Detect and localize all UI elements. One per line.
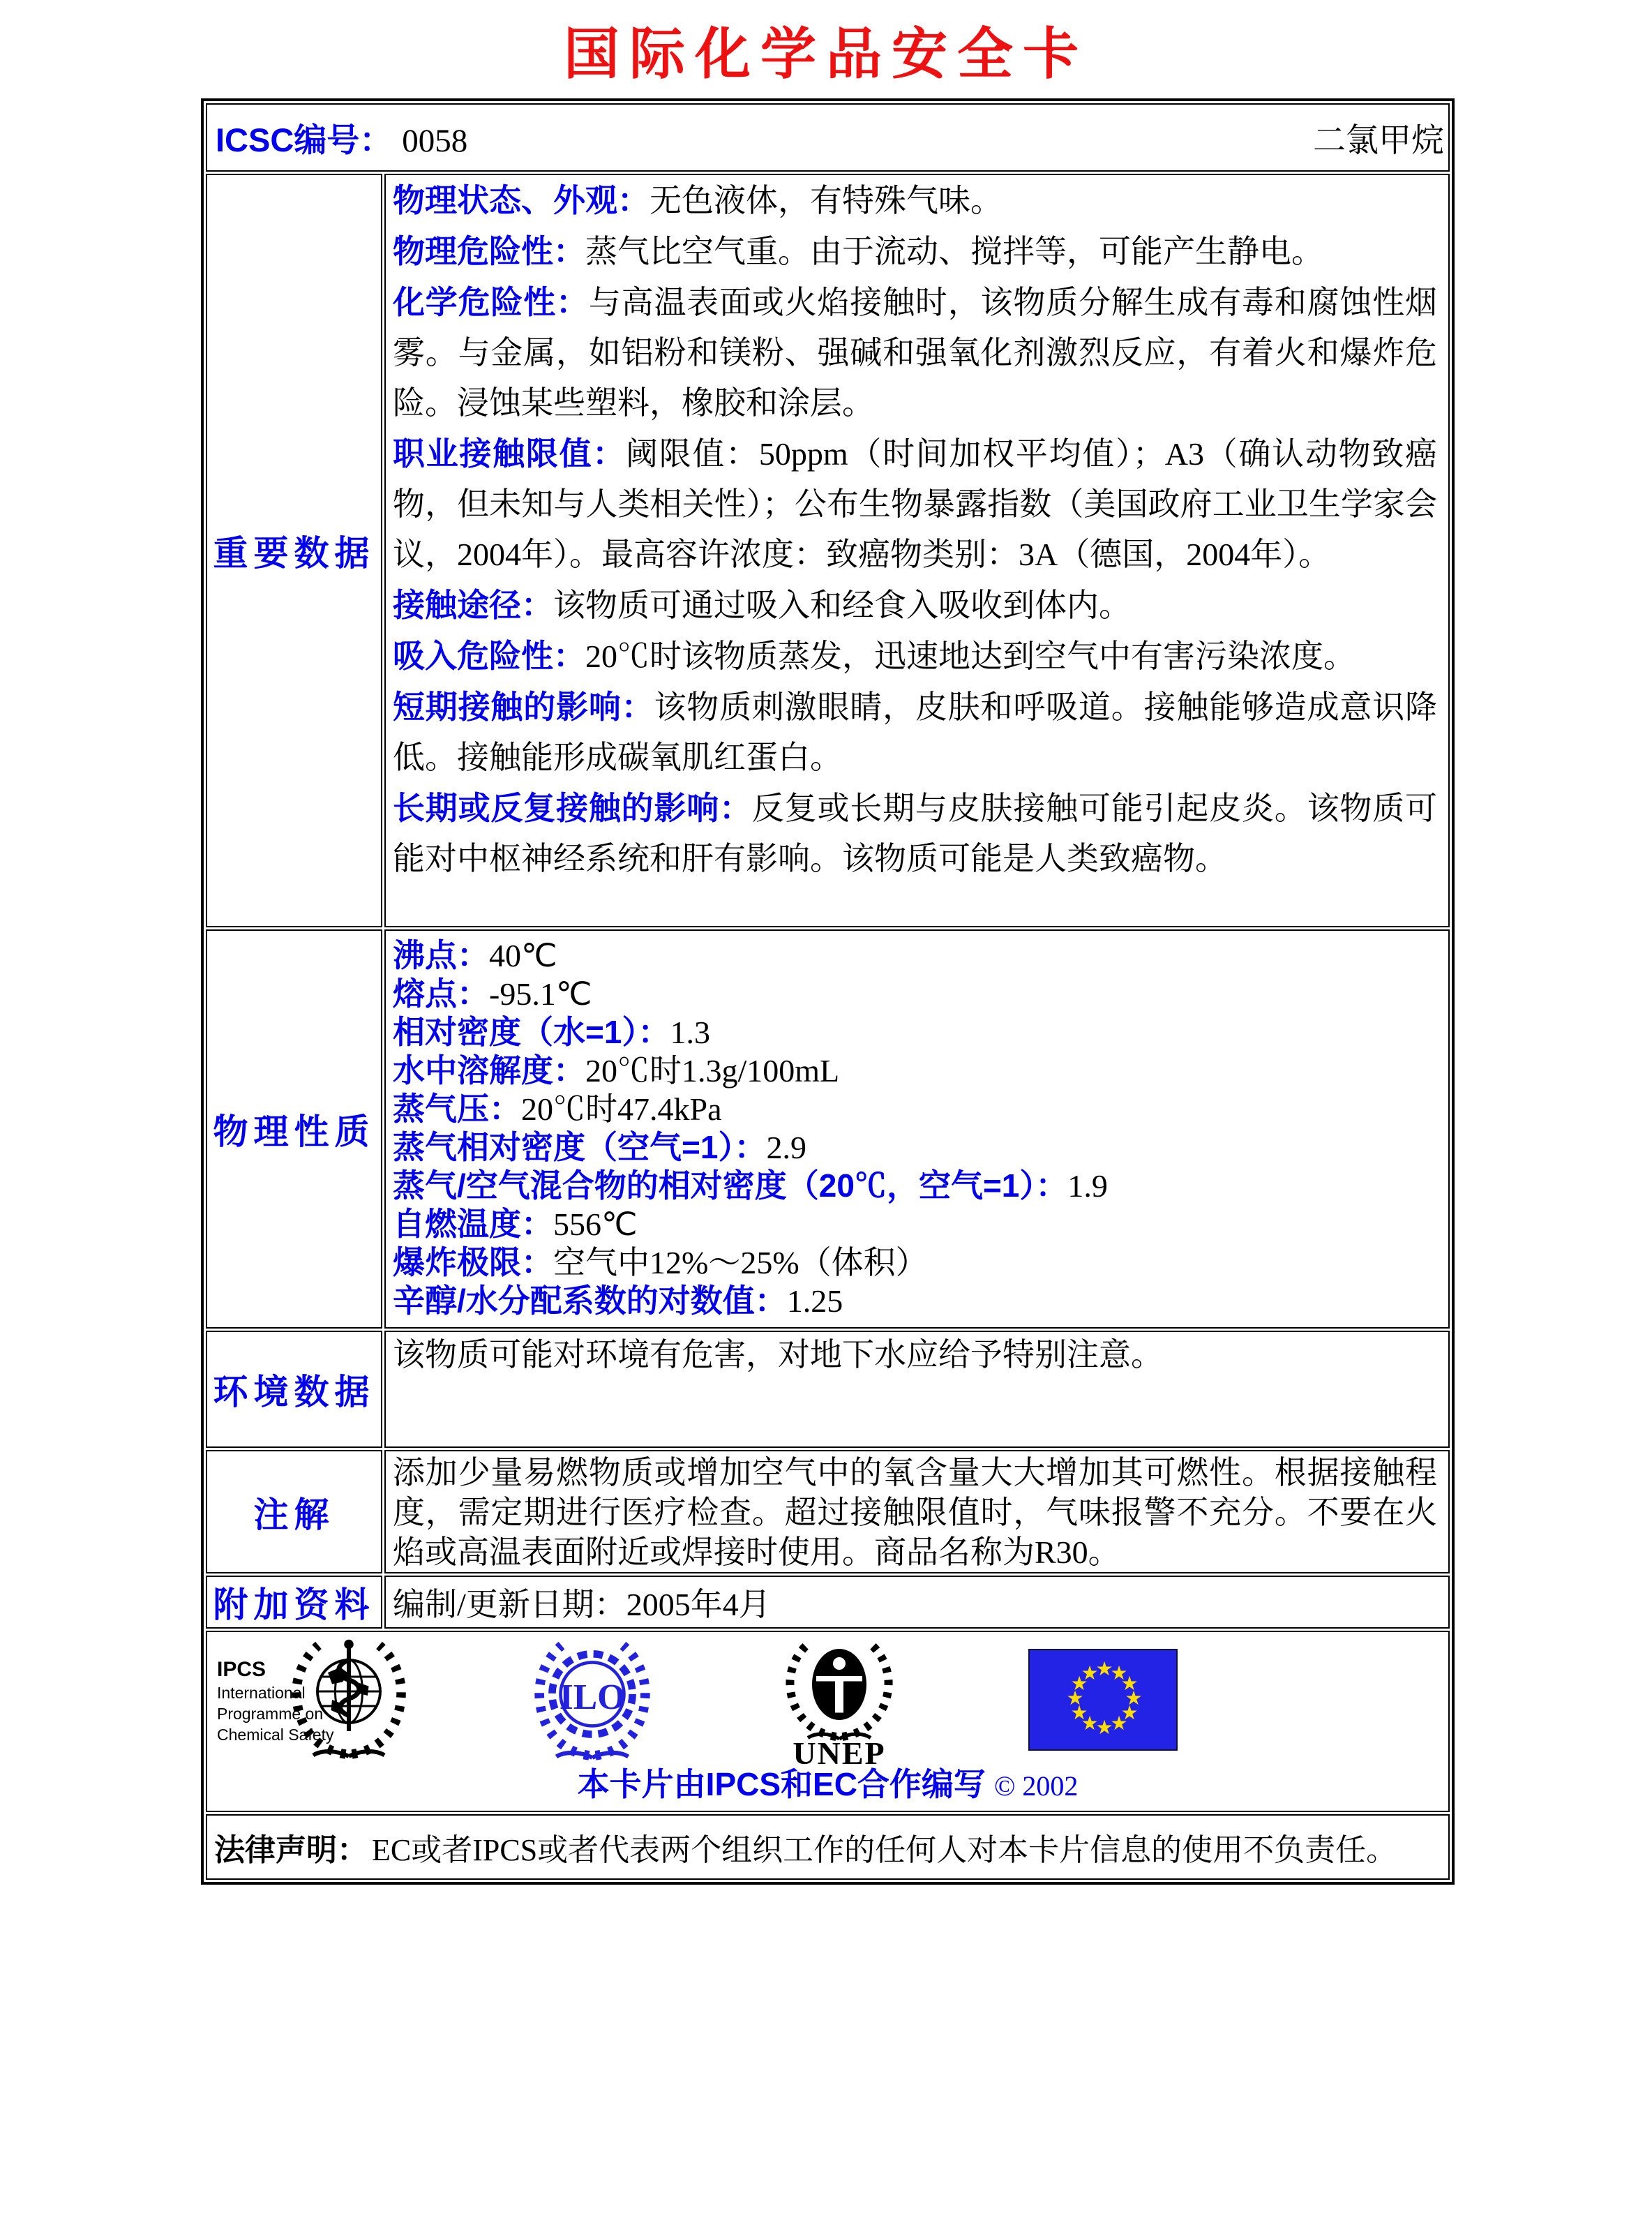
- field-text: 20℃时该物质蒸发，迅速地达到空气中有害污染浓度。: [585, 638, 1356, 674]
- environmental-data-row-label: 环境数据: [206, 1331, 382, 1448]
- important-paragraph: [393, 226, 1437, 277]
- legal-row: [206, 1814, 1450, 1880]
- property-value: 1.25: [786, 1283, 843, 1319]
- property-line: [393, 1128, 1437, 1167]
- property-line: [393, 1167, 1437, 1205]
- eu-star: ★: [1120, 1701, 1139, 1724]
- property-value: 20℃时47.4kPa: [521, 1091, 722, 1127]
- field-label: 物理状态、外观：: [393, 182, 649, 218]
- notes-row: [206, 1450, 1450, 1573]
- important-paragraph: [393, 783, 1437, 884]
- eu-star: ★: [1070, 1672, 1088, 1695]
- important-paragraph: [393, 631, 1437, 682]
- property-line: [393, 1243, 1437, 1282]
- important-paragraph: [393, 428, 1437, 580]
- property-label: 蒸气压：: [393, 1091, 521, 1127]
- field-text: 反复或长期与皮肤接触可能引起皮炎。该物质可能对中枢神经系统和肝有影响。该物质可能是人类致癌物。: [393, 791, 1438, 876]
- unep-logo-text: UNEP: [793, 1735, 886, 1771]
- property-line: [393, 1205, 1437, 1243]
- eu-star: ★: [1081, 1661, 1099, 1684]
- property-value: 空气中12%～25%（体积）: [553, 1245, 928, 1280]
- eu-flag-icon: [1028, 1649, 1178, 1751]
- header-cell: [206, 103, 1450, 172]
- ipcs-line: Programme on: [217, 1705, 324, 1723]
- property-value: 20℃时1.3g/100mL: [585, 1053, 840, 1089]
- icsc-number-value: 0058: [402, 122, 468, 159]
- field-label: 物理危险性：: [393, 233, 585, 269]
- property-value: 40℃: [489, 938, 557, 973]
- page-title: 国际化学品安全卡: [564, 23, 1088, 85]
- physical-properties-content: [384, 929, 1450, 1329]
- field-label: 职业接触限值：: [393, 435, 626, 472]
- legal-notice-text: EC或者IPCS或者代表两个组织工作的任何人对本卡片信息的使用不负责任。: [372, 1833, 1397, 1867]
- property-label: 相对密度（水=1）：: [393, 1014, 670, 1050]
- important-data-row-label: 重要数据: [206, 174, 382, 927]
- property-label: 沸点：: [393, 937, 489, 973]
- property-line: [393, 1013, 1437, 1052]
- field-text: 蒸气比空气重。由于流动、搅拌等，可能产生静电。: [585, 234, 1323, 269]
- property-label: 蒸气相对密度（空气=1）：: [393, 1129, 767, 1165]
- eu-star: ★: [1081, 1712, 1099, 1735]
- notes-row-label: 注解: [206, 1450, 382, 1573]
- eu-star: ★: [1095, 1657, 1113, 1680]
- field-text: 该物质可通过吸入和经食入吸收到体内。: [553, 588, 1131, 623]
- property-line: [393, 1090, 1437, 1128]
- field-label: 接触途径：: [393, 587, 553, 623]
- property-label: 爆炸极限：: [393, 1244, 553, 1280]
- important-paragraph: [393, 580, 1437, 631]
- property-label: 自燃温度：: [393, 1206, 553, 1242]
- notes-content: 添加少量易燃物质或增加空气中的氧含量大大增加其可燃性。根据接触程度，需定期进行医疗检查。超过接触限值时，气味报警不充分。不要在火焰或高温表面附近或焊接时使用。商品名称为R30。: [384, 1450, 1450, 1573]
- cooperation-caption: [207, 1759, 1448, 1805]
- field-label: 化学危险性：: [393, 284, 589, 320]
- property-label: 水中溶解度：: [393, 1052, 585, 1089]
- eu-star: ★: [1125, 1687, 1143, 1710]
- legal-cell: [206, 1814, 1450, 1880]
- important-data-row: [206, 174, 1450, 927]
- header-row: [206, 103, 1450, 172]
- field-text: 无色液体，有特殊气味。: [649, 183, 1003, 218]
- eu-star: ★: [1070, 1701, 1088, 1724]
- ilo-logo-letters: ILO: [559, 1677, 626, 1718]
- environmental-data-content: 该物质可能对环境有危害，对地下水应给予特别注意。: [384, 1331, 1450, 1448]
- property-value: 1.3: [670, 1015, 710, 1050]
- logos-cell: [206, 1631, 1450, 1812]
- eu-star: ★: [1110, 1661, 1128, 1684]
- field-label: 吸入危险性：: [393, 638, 585, 674]
- property-line: [393, 1282, 1437, 1320]
- property-line: [393, 975, 1437, 1013]
- physical-properties-row-label: 物理性质: [206, 929, 382, 1329]
- property-label: 熔点：: [393, 975, 489, 1012]
- important-data-content: [384, 174, 1450, 927]
- important-paragraph: [393, 175, 1437, 226]
- property-label: 蒸气/空气混合物的相对密度（20℃，空气=1）：: [393, 1167, 1068, 1204]
- icsc-number-label: ICSC编号：: [216, 121, 393, 158]
- eu-star: ★: [1110, 1712, 1128, 1735]
- unep-logo-icon: [776, 1636, 902, 1769]
- property-value: 2.9: [766, 1130, 806, 1165]
- property-value: 1.9: [1067, 1168, 1108, 1204]
- property-line: [393, 936, 1437, 975]
- important-paragraph: [393, 682, 1437, 783]
- copyright-year: © 2002: [993, 1770, 1079, 1802]
- property-value: -95.1℃: [489, 976, 592, 1012]
- additional-info-content: 编制/更新日期：2005年4月: [384, 1576, 1450, 1629]
- field-label: 长期或反复接触的影响：: [393, 790, 752, 826]
- property-value: 556℃: [553, 1206, 638, 1242]
- field-label: 短期接触的影响：: [393, 689, 654, 725]
- property-label: 辛醇/水分配系数的对数值：: [393, 1283, 787, 1319]
- physical-properties-row: [206, 929, 1450, 1329]
- property-line: [393, 1052, 1437, 1090]
- field-text: 阈限值：50ppm（时间加权平均值）；A3（确认动物致癌物，但未知与人类相关性）；公布生物暴露指数（美国政府工业卫生学家会议，2004年）。最高容许浓度：致癌物类别：3A（德国，2004年）。: [393, 436, 1437, 572]
- logos-row: [206, 1631, 1450, 1812]
- ipcs-acronym: IPCS: [217, 1658, 266, 1681]
- cooperation-caption-text: 本卡片由IPCS和EC合作编写: [577, 1766, 986, 1802]
- ipcs-line: Chemical Safety: [217, 1726, 334, 1744]
- eu-star: ★: [1120, 1672, 1139, 1695]
- field-text: 与高温表面或火焰接触时，该物质分解生成有毒和腐蚀性烟雾。与金属，如铝粉和镁粉、强碱和强氧化剂激烈反应，有着火和爆炸危险。浸蚀某些塑料，橡胶和涂层。: [393, 285, 1438, 421]
- field-text: 该物质刺激眼睛，皮肤和呼吸道。接触能够造成意识降低。接触能形成碳氧肌红蛋白。: [393, 689, 1438, 775]
- legal-notice-label: 法律声明：: [214, 1833, 368, 1867]
- ipcs-line: International: [217, 1684, 306, 1702]
- chemical-name: 二氯甲烷: [1313, 122, 1444, 159]
- who-logo-icon: [285, 1635, 412, 1760]
- eu-star: ★: [1095, 1716, 1113, 1739]
- eu-star: ★: [1066, 1687, 1084, 1710]
- icsc-number-group: [216, 114, 467, 161]
- additional-info-row-label: 附加资料: [206, 1576, 382, 1629]
- additional-info-row: [206, 1576, 1450, 1629]
- important-paragraph: [393, 277, 1437, 428]
- ilo-logo-icon: [527, 1635, 658, 1762]
- environmental-data-row: [206, 1331, 1450, 1448]
- icsc-table: [201, 98, 1455, 1885]
